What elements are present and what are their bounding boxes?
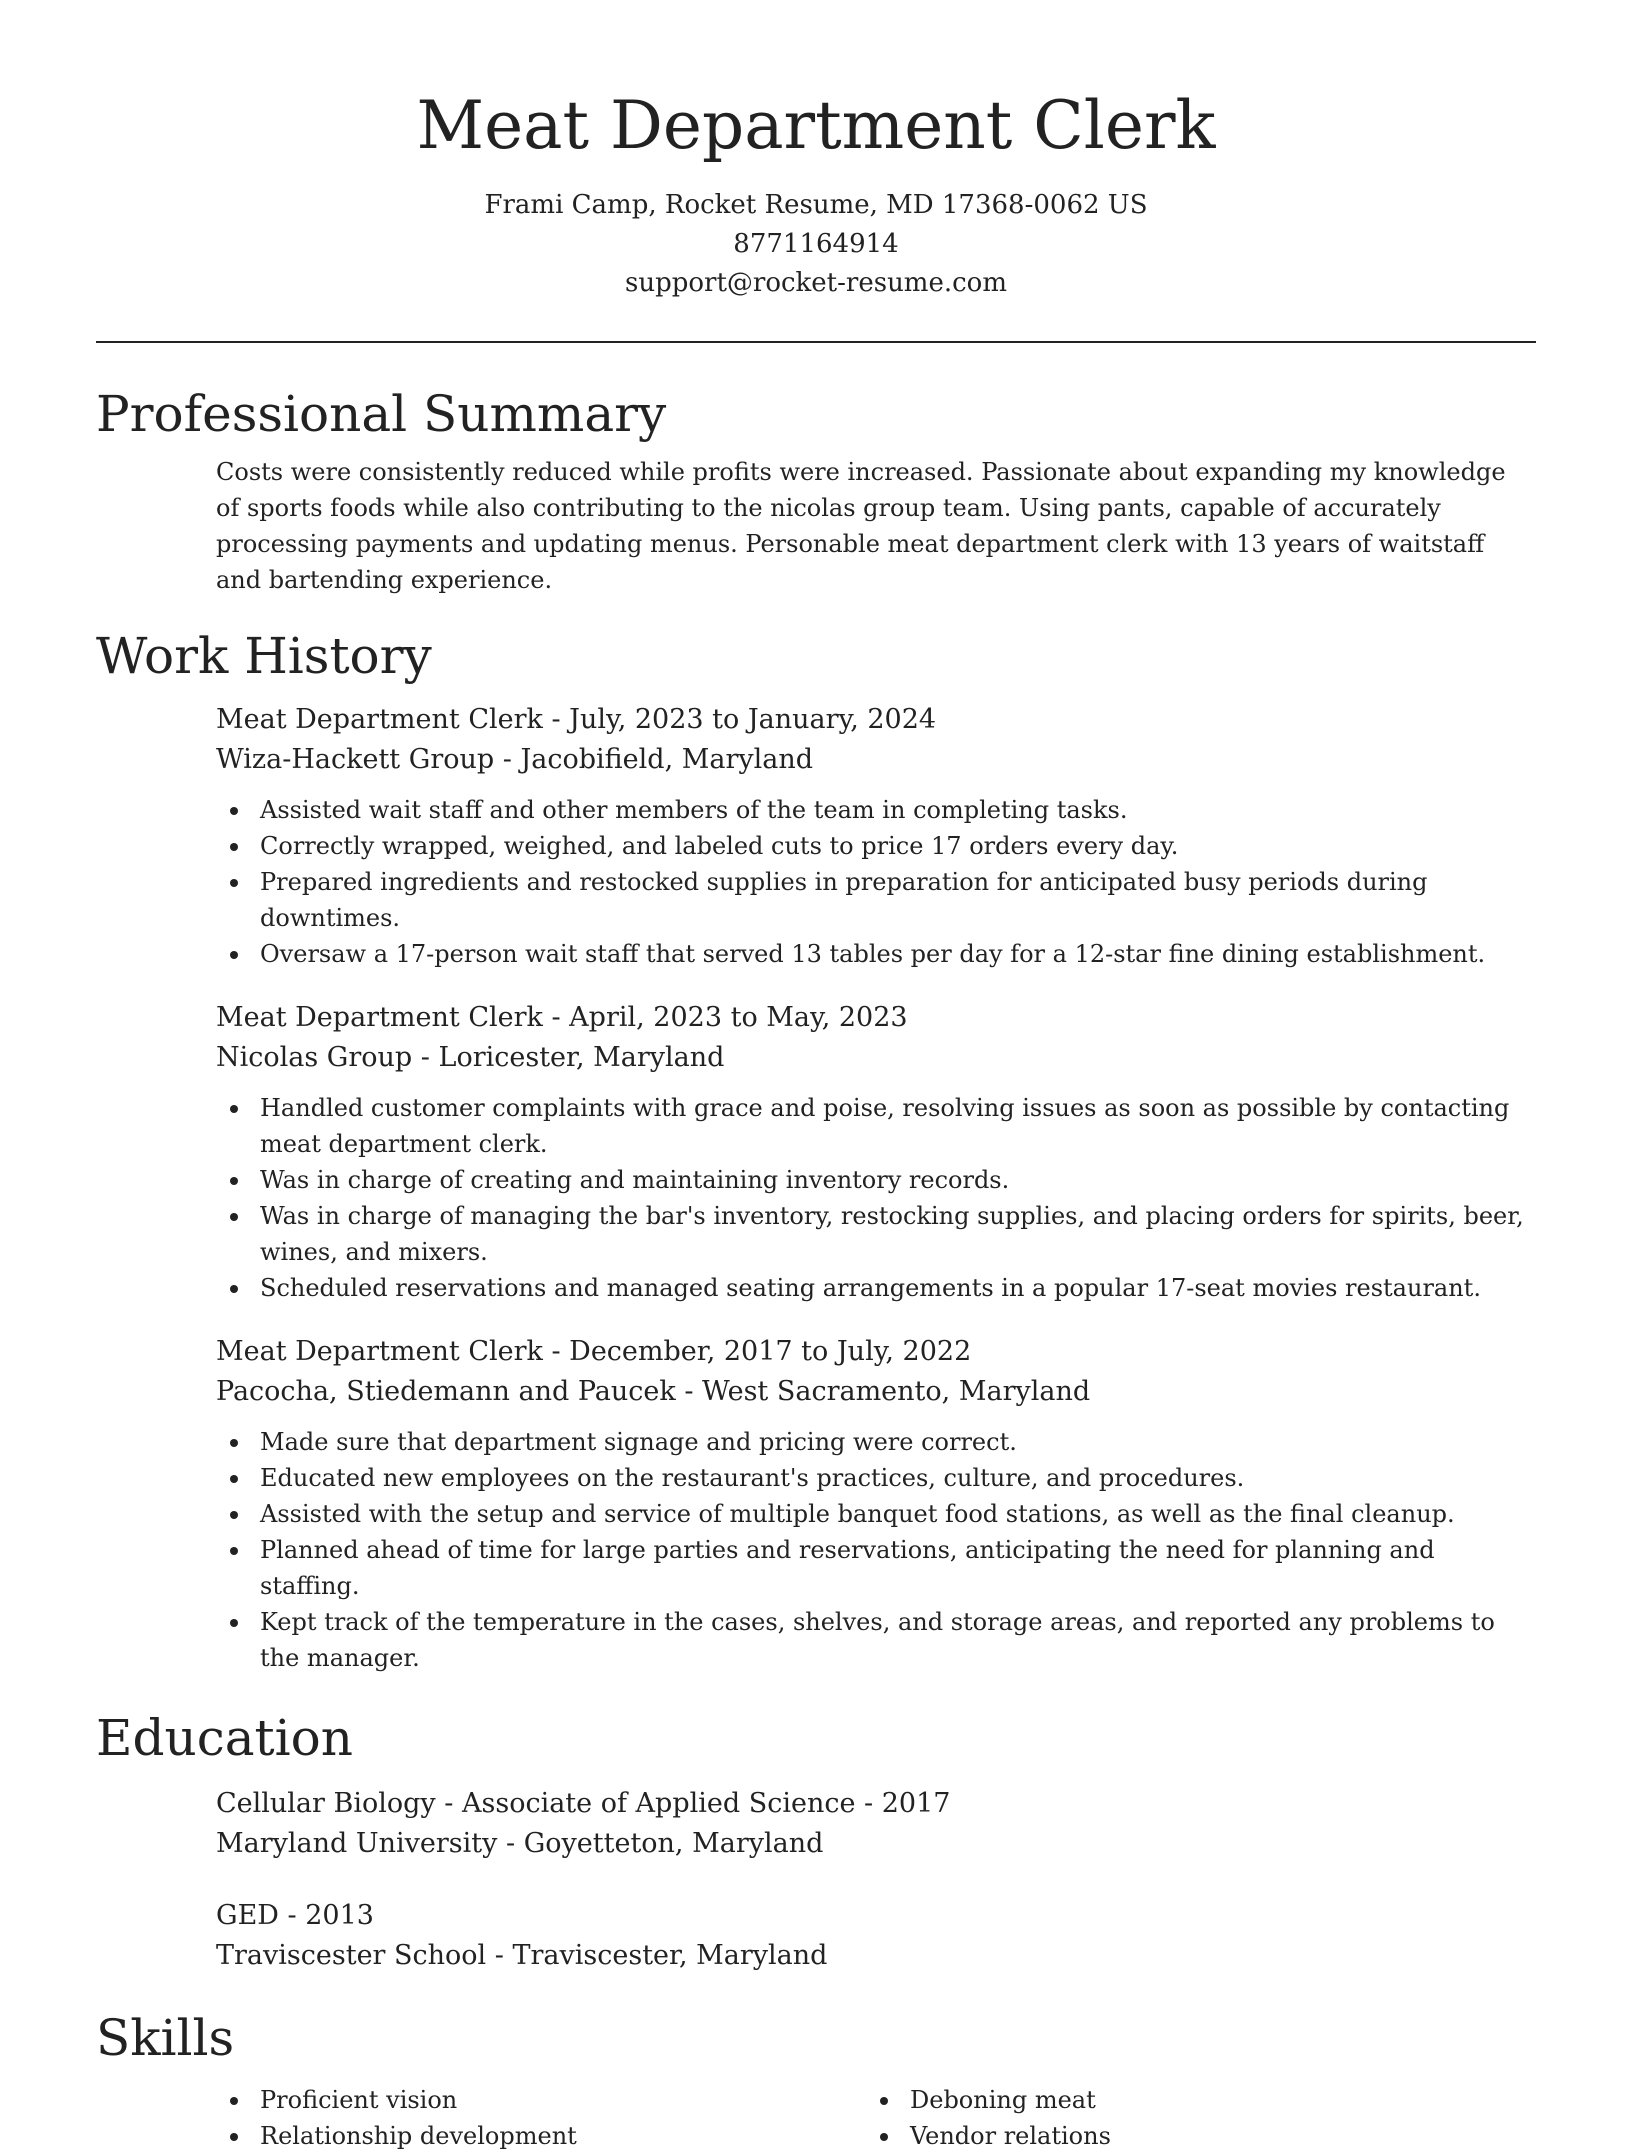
skills-section [96, 2002, 1536, 2154]
summary-text: Costs were consistently reduced while profits were increased. Passionate about expanding my knowledge of sports foods while also contributing to the nicolas group team. Using pants, capable of accurately processing payments and updating menus. Personable meat department clerk with 13 years of waitstaff and bartending experience. [216, 458, 1506, 594]
summary-section [96, 378, 1536, 598]
job-role: Meat Department Clerk [216, 704, 543, 735]
job-bullet: Was in charge of managing the bar's inventory, restocking supplies, and placing orders for spirits, beer, wines, and mixers. [216, 1198, 1536, 1270]
job-company-line [216, 740, 1536, 780]
separator: - [675, 1376, 703, 1407]
job-location: Jacobifield, Maryland [520, 744, 814, 775]
education-degree: GED [216, 1900, 279, 1931]
education-section [96, 1702, 1536, 1976]
resume-header [96, 80, 1536, 303]
education-degree-line [216, 1896, 1536, 1936]
skill-item: Relationship development [216, 2118, 866, 2154]
skill-item: Deboning meat [866, 2082, 1516, 2118]
job-title-line [216, 700, 1536, 740]
candidate-name: Meat Department Clerk [416, 87, 1216, 164]
skills-column-left [216, 2082, 866, 2154]
job-location: Loricester, Maryland [438, 1042, 725, 1073]
job-role: Meat Department Clerk [216, 1336, 543, 1367]
job-bullets [216, 1424, 1536, 1676]
job-title-line [216, 1332, 1536, 1372]
job-bullet: Planned ahead of time for large parties and reservations, anticipating the need for planning and staffing. [216, 1532, 1536, 1604]
work-history-section [96, 620, 1536, 1676]
section-title-summary: Professional Summary [96, 385, 667, 443]
job-entry [216, 1332, 1536, 1676]
education-year: 2017 [881, 1788, 951, 1819]
separator: - [278, 1900, 306, 1931]
header-divider [96, 341, 1536, 343]
separator: - [542, 704, 570, 735]
resume-content [96, 378, 1536, 2154]
job-bullet: Made sure that department signage and pricing were correct. [216, 1424, 1536, 1460]
contact-phone: 8771164914 [733, 229, 899, 259]
job-bullets [216, 1090, 1536, 1306]
job-company-line [216, 1372, 1536, 1412]
skills-column-right [866, 2082, 1516, 2154]
job-bullet: Was in charge of creating and maintaining inventory records. [216, 1162, 1536, 1198]
job-company: Wiza-Hackett Group [216, 744, 495, 775]
education-location: Traviscester, Maryland [512, 1940, 828, 1971]
job-bullet: Prepared ingredients and restocked supplies in preparation for anticipated busy periods during downtimes. [216, 864, 1536, 936]
skill-item: Proficient vision [216, 2082, 866, 2118]
job-title-line [216, 998, 1536, 1038]
job-company: Pacocha, Stiedemann and Paucek [216, 1376, 676, 1407]
section-title-work-history: Work History [96, 627, 432, 685]
job-bullet: Oversaw a 17-person wait staff that served 13 tables per day for a 12-star fine dining establishment. [216, 936, 1536, 972]
separator: - [497, 1828, 524, 1859]
education-entry [216, 1896, 1536, 1976]
job-bullet: Assisted with the setup and service of multiple banquet food stations, as well as the final cleanup. [216, 1496, 1536, 1532]
job-dates: April, 2023 to May, 2023 [569, 1002, 908, 1033]
job-bullet: Educated new employees on the restaurant's practices, culture, and procedures. [216, 1460, 1536, 1496]
job-dates: December, 2017 to July, 2022 [569, 1336, 972, 1367]
separator: - [412, 1042, 439, 1073]
section-title-skills: Skills [96, 2009, 235, 2067]
contact-info [96, 186, 1536, 303]
separator: - [855, 1788, 882, 1819]
separator: - [486, 1940, 513, 1971]
education-field: Cellular Biology [216, 1788, 436, 1819]
job-company-line [216, 1038, 1536, 1078]
contact-address: Frami Camp, Rocket Resume, MD 17368-0062 US [484, 190, 1148, 220]
job-dates: July, 2023 to January, 2024 [569, 704, 937, 735]
education-degree-line [216, 1784, 1536, 1824]
education-year: 2013 [305, 1900, 374, 1931]
job-bullet: Correctly wrapped, weighed, and labeled cuts to price 17 orders every day. [216, 828, 1536, 864]
education-school: Maryland University [216, 1828, 498, 1859]
skills-grid [216, 2082, 1536, 2154]
job-company: Nicolas Group [216, 1042, 413, 1073]
separator: - [494, 744, 521, 775]
education-degree: Associate of Applied Science [461, 1788, 856, 1819]
job-bullet: Scheduled reservations and managed seating arrangements in a popular 17-seat movies restaurant. [216, 1270, 1536, 1306]
separator: - [542, 1002, 570, 1033]
job-bullet: Handled customer complaints with grace and poise, resolving issues as soon as possible by contacting meat department clerk. [216, 1090, 1536, 1162]
education-school: Traviscester School [216, 1940, 487, 1971]
separator: - [542, 1336, 570, 1367]
education-entry [216, 1784, 1536, 1864]
job-bullet: Kept track of the temperature in the cases, shelves, and storage areas, and reported any problems to the manager. [216, 1604, 1536, 1676]
skill-item: Vendor relations [866, 2118, 1516, 2154]
education-school-line [216, 1936, 1536, 1976]
separator: - [435, 1788, 462, 1819]
job-entry [216, 700, 1536, 972]
job-location: West Sacramento, Maryland [702, 1376, 1091, 1407]
education-school-line [216, 1824, 1536, 1864]
job-role: Meat Department Clerk [216, 1002, 543, 1033]
job-entry [216, 998, 1536, 1306]
education-location: Goyetteton, Maryland [523, 1828, 824, 1859]
contact-email: support@rocket-resume.com [624, 268, 1007, 298]
job-bullets [216, 792, 1536, 972]
job-bullet: Assisted wait staff and other members of the team in completing tasks. [216, 792, 1536, 828]
section-title-education: Education [96, 1709, 353, 1767]
